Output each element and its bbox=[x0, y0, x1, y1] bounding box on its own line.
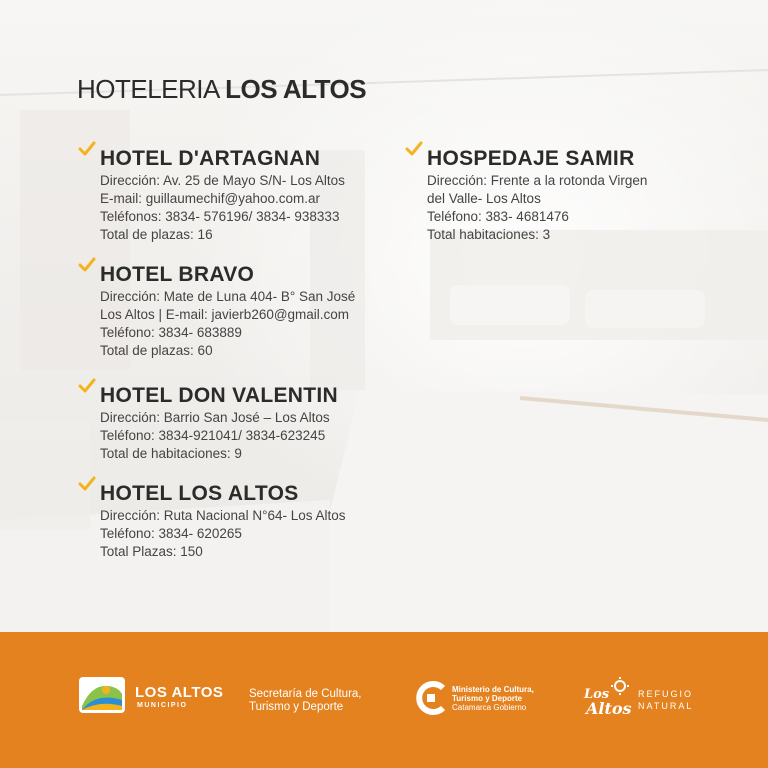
secretaria-line2: Turismo y Deporte bbox=[249, 701, 344, 713]
hotel-email: Los Altos | E-mail: javierb260@gmail.com bbox=[100, 307, 350, 322]
hotel-entry-bravo bbox=[100, 262, 355, 360]
checkmark-icon bbox=[78, 377, 96, 395]
hotel-email: E-mail: guillaumechif@yahoo.com.ar bbox=[100, 191, 321, 206]
los-altos-municipio-text bbox=[135, 684, 223, 711]
los-altos-municipio-logo-icon bbox=[78, 676, 126, 714]
hotel-entry-dartagnan bbox=[100, 146, 345, 244]
svg-text:Altos: Altos bbox=[586, 699, 632, 718]
hotel-name: HOTEL DON VALENTIN bbox=[100, 384, 338, 407]
checkmark-icon bbox=[78, 140, 96, 158]
hotel-capacity: Total de plazas: 16 bbox=[100, 227, 213, 242]
ministerio-c-logo-icon bbox=[413, 680, 449, 716]
checkmark-icon bbox=[405, 140, 423, 158]
hotel-phone: Teléfono: 383- 4681476 bbox=[427, 209, 569, 224]
hotel-capacity: Total habitaciones: 3 bbox=[427, 227, 551, 242]
hotel-entry-los-altos bbox=[100, 481, 346, 561]
los-altos-refugio-logo-icon bbox=[582, 676, 634, 718]
hotel-name: HOTEL BRAVO bbox=[100, 263, 255, 286]
ministerio-logo-text bbox=[452, 685, 534, 712]
ministerio-line3: Catamarca Gobierno bbox=[452, 703, 527, 712]
hotel-capacity: Total de plazas: 60 bbox=[100, 343, 213, 358]
hotel-address-cont: del Valle- Los Altos bbox=[427, 191, 541, 206]
secretaria-logo bbox=[249, 688, 362, 714]
hotel-entry-don-valentin bbox=[100, 383, 338, 463]
ministerio-line2: Turismo y Deporte bbox=[452, 694, 523, 703]
hotel-capacity: Total Plazas: 150 bbox=[100, 544, 203, 559]
checkmark-icon bbox=[78, 256, 96, 274]
title-bold: LOS ALTOS bbox=[225, 74, 367, 104]
ministerio-line1: Ministerio de Cultura, bbox=[452, 685, 534, 694]
hotel-name: HOTEL LOS ALTOS bbox=[100, 482, 299, 505]
checkmark-icon bbox=[78, 475, 96, 493]
secretaria-line1: Secretaría de Cultura, bbox=[249, 688, 362, 700]
hotel-address: Dirección: Mate de Luna 404- B° San José bbox=[100, 289, 356, 304]
hotel-capacity: Total de habitaciones: 9 bbox=[100, 446, 242, 461]
hotel-address: Dirección: Barrio San José – Los Altos bbox=[100, 410, 330, 425]
hotel-address: Dirección: Ruta Nacional N°64- Los Altos bbox=[100, 508, 346, 523]
refugio-line1: REFUGIO bbox=[638, 689, 694, 699]
municipio-label: MUNICIPIO bbox=[137, 702, 188, 709]
municipio-name: LOS ALTOS bbox=[135, 684, 224, 701]
hotel-address: Dirección: Frente a la rotonda Virgen bbox=[427, 173, 648, 188]
hotel-name: HOSPEDAJE SAMIR bbox=[427, 147, 635, 170]
hotel-address: Dirección: Av. 25 de Mayo S/N- Los Altos bbox=[100, 173, 345, 188]
hotel-phone: Teléfono: 3834- 620265 bbox=[100, 526, 242, 541]
title-light: HOTELERIA bbox=[77, 74, 219, 104]
hotel-name: HOTEL D'ARTAGNAN bbox=[100, 147, 321, 170]
page-title bbox=[77, 74, 366, 105]
refugio-natural-text bbox=[638, 688, 693, 712]
svg-text:Los: Los bbox=[584, 687, 610, 702]
hotel-entry-samir bbox=[427, 146, 647, 244]
hotel-phone: Teléfonos: 3834- 576196/ 3834- 938333 bbox=[100, 209, 340, 224]
refugio-line2: NATURAL bbox=[638, 701, 694, 711]
hotel-phone: Teléfono: 3834- 683889 bbox=[100, 325, 242, 340]
hotel-phone: Teléfono: 3834-921041/ 3834-623245 bbox=[100, 428, 326, 443]
